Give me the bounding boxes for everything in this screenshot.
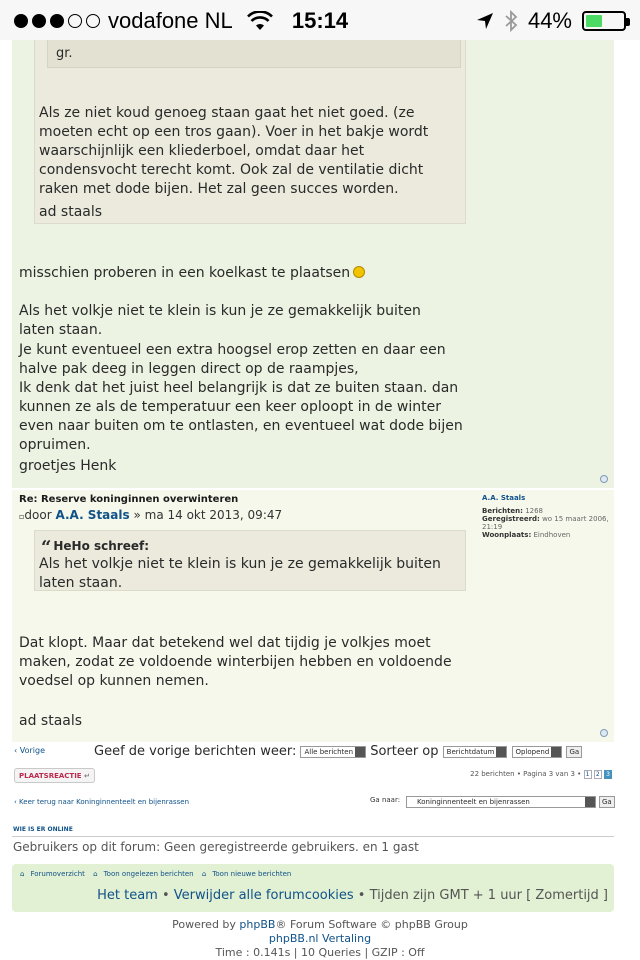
unread-icon: ⌂ xyxy=(93,870,98,878)
current-page: 3 xyxy=(604,770,612,779)
new-posts-link[interactable]: Toon nieuwe berichten xyxy=(212,870,292,878)
post-paragraph: Ik denk dat het juist heel belangrijk is dat ze buiten staan. dan kunnen ze als de temperatuur een keer oploopt in de winter even naar buiten om te ontlasten, en eventueel wat dode bijen opruimen. xyxy=(19,380,463,453)
profile-name[interactable]: A.A. Staals xyxy=(482,494,526,502)
carrier-name: vodafone NL xyxy=(108,8,233,33)
clock: 15:14 xyxy=(291,8,349,33)
new-icon: ⌂ xyxy=(201,870,207,878)
post-signature: ad staals xyxy=(19,713,83,729)
quote-text: Als het volkje niet te klein is kun je ze gemakkelijk buiten laten staan. xyxy=(39,556,441,591)
post-paragraph: Dat klopt. Maar dat betekend wel dat tijdig je volkjes moet maken, zodat ze voldoende winterbijen hebben en voldoende voedsel op kunnen nemen. xyxy=(19,635,452,689)
home-icon: ⌂ xyxy=(20,870,25,878)
quote-block xyxy=(34,40,466,224)
team-link[interactable]: Het team xyxy=(97,888,158,903)
back-to-top-icon[interactable] xyxy=(600,475,608,483)
smiley-icon xyxy=(353,266,365,278)
author-profile: A.A. Staals Berichten: 1268 Geregistreerd: wo 15 maart 2006, 21:19 Woonplaats: Eindhoven xyxy=(482,494,609,539)
jump-label: Ga naar: xyxy=(370,796,401,804)
unread-posts-link[interactable]: Toon ongelezen berichten xyxy=(103,870,194,878)
forum-index-link[interactable]: Forumoverzicht xyxy=(30,870,85,878)
battery-level xyxy=(586,15,602,27)
translation-line xyxy=(0,932,640,946)
post-text-line: misschien proberen in een koelkast te plaatsen xyxy=(19,264,365,283)
pagination: 22 berichten • Pagina 3 van 3 • 1 2 3 xyxy=(470,770,612,779)
post-signature: groetjes Henk xyxy=(19,458,117,474)
online-users-text: Gebruikers op dit forum: Geen geregistreerde gebruikers. en 1 gast xyxy=(13,840,419,854)
post-author-link[interactable]: A.A. Staals xyxy=(55,508,130,522)
footer-bottom: Het team • Verwijder alle forumcookies • Tijden zijn GMT + 1 uur [ Zomertijd ] xyxy=(97,888,608,903)
divider xyxy=(12,836,614,837)
page-link[interactable]: 1 xyxy=(584,770,592,779)
quote-signature: ad staals xyxy=(39,204,103,220)
battery-percent: 44% xyxy=(527,8,572,33)
jump-go-button[interactable]: Ga xyxy=(599,796,615,808)
show-posts-select[interactable]: Alle berichten xyxy=(300,746,366,758)
copyright-line: Powered by phpBB® Forum Software © phpBB Group xyxy=(172,918,468,931)
nested-quote: gr. xyxy=(47,40,461,68)
translation-link[interactable]: phpBB.nl Vertaling xyxy=(268,932,372,945)
battery-icon xyxy=(582,11,626,31)
page-link[interactable]: 2 xyxy=(594,770,602,779)
status-bar xyxy=(0,0,640,40)
delete-cookies-link[interactable]: Verwijder alle forumcookies xyxy=(173,888,354,903)
quote-block xyxy=(34,530,466,591)
status-right xyxy=(476,8,626,34)
back-to-top-icon[interactable] xyxy=(600,729,608,737)
post-paragraph: Als het volkje niet te klein is kun je ze gemakkelijk buiten laten staan. xyxy=(19,303,421,338)
sort-by-select[interactable]: Berichtdatum xyxy=(443,746,508,758)
post-content-1 xyxy=(12,40,614,488)
post-icon: ▫ xyxy=(19,512,25,521)
bluetooth-icon xyxy=(504,10,518,32)
sort-order-select[interactable]: Oplopend xyxy=(512,746,563,758)
quote-cite: “ HeHo schreef: xyxy=(41,537,150,558)
post-title[interactable]: Re: Reserve koninginnen overwinteren xyxy=(19,494,239,505)
jump-to-select[interactable]: Koninginnenteelt en bijenrassen xyxy=(406,796,596,808)
quote-text: Als ze niet koud genoeg staan gaat het niet goed. (ze moeten echt op een tros gaan). Voer in het bakje wordt waarschijnlijk een kliederboel, omdat daar het condensvocht terecht komt. Ook zal de ventilatie dicht raken met dode bijen. Het zal geen succes worden. xyxy=(39,105,429,197)
footer-links xyxy=(20,870,297,878)
post-content-2 xyxy=(12,490,614,742)
display-options-bar xyxy=(12,744,614,762)
jump-bar xyxy=(12,794,614,812)
post-byline: ▫door A.A. Staals » ma 14 okt 2013, 09:47 xyxy=(19,508,283,522)
reply-bar xyxy=(12,766,614,786)
timezone-text: • Tijden zijn GMT + 1 uur [ Zomertijd ] xyxy=(357,888,608,903)
location-arrow-icon xyxy=(476,12,494,30)
footer-navbar xyxy=(12,864,614,912)
post-reply-button[interactable]: PLAATSREACTIE ↵ xyxy=(14,768,95,783)
stats-line: Time : 0.141s | 10 Queries | GZIP : Off xyxy=(215,946,425,959)
post-date: » ma 14 okt 2013, 09:47 xyxy=(133,508,283,522)
previous-link[interactable]: ‹ Vorige xyxy=(14,746,45,755)
back-to-forum-link[interactable]: ‹ Keer terug naar Koninginnenteelt en bijenrassen xyxy=(14,798,190,806)
go-button[interactable]: Ga xyxy=(566,746,582,758)
post-paragraph: Je kunt eventueel een extra hoogsel erop zetten en daar een halve pak deeg in leggen direct op de raampjes, xyxy=(19,342,446,377)
phpbb-link[interactable]: phpBB xyxy=(239,918,276,931)
who-is-online-heading: WIE IS ER ONLINE xyxy=(13,826,73,833)
display-options: Geef de vorige berichten weer: Alle berichten Sorteer op Berichtdatum Oplopend Ga xyxy=(94,744,582,759)
